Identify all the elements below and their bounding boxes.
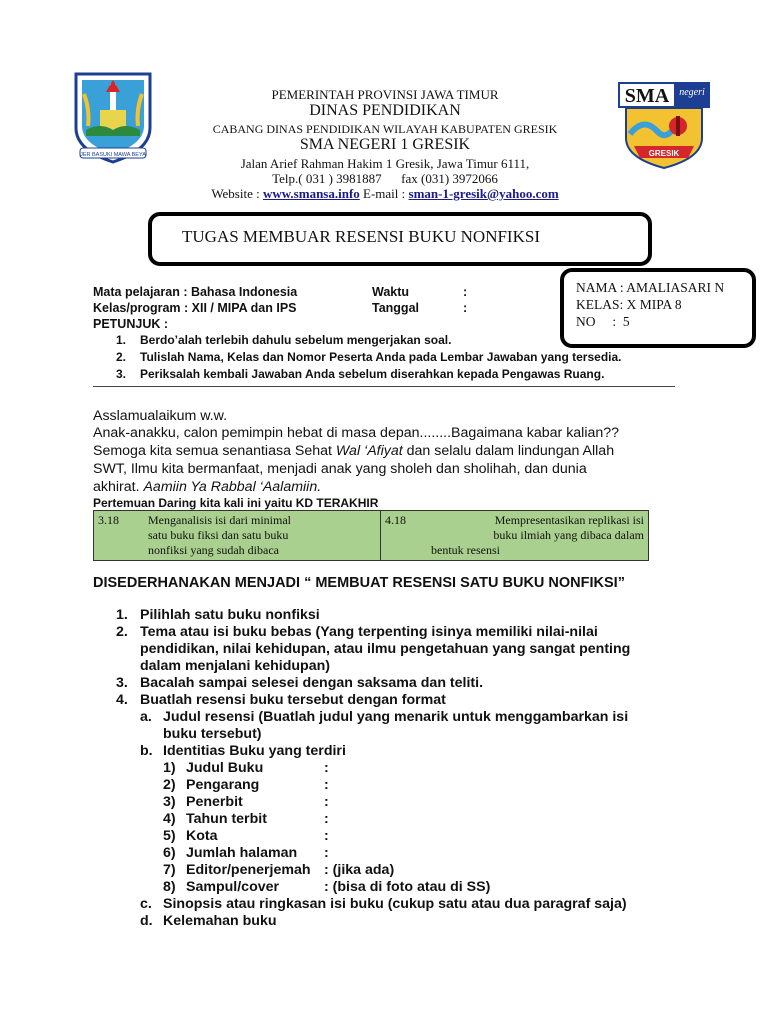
kd-cell-318 bbox=[94, 511, 381, 561]
logo-gresik-text: GRESIK bbox=[648, 149, 680, 158]
identity-value: : (bisa di foto atau di SS) bbox=[324, 879, 491, 895]
identity-num: 6) bbox=[163, 845, 176, 861]
header-province: PEMERINTAH PROVINSI JAWA TIMUR bbox=[271, 87, 499, 102]
identity-label: Judul Buku bbox=[186, 760, 264, 776]
identity-label: Penerbit bbox=[186, 794, 243, 810]
identity-num: 2) bbox=[163, 777, 176, 793]
sub-step-c: Sinopsis atau ringkasan isi buku (cukup satu atau dua paragraf saja) bbox=[163, 896, 627, 912]
identity-value: : bbox=[324, 777, 329, 793]
task-subtitle: DISEDERHANAKAN MENJADI “ MEMBUAT RESENSI SATU BUKU NONFIKSI” bbox=[93, 575, 625, 591]
instruction-text: Periksalah kembali Jawaban Anda sebelum diserahkan kepada Pengawas Ruang. bbox=[140, 367, 605, 381]
date-colon: : bbox=[463, 301, 468, 315]
step-4: Buatlah resensi buku tersebut dengan format bbox=[140, 692, 446, 708]
header-dinas: DINAS PENDIDIKAN bbox=[309, 102, 461, 119]
greeting-line-2: Anak-anakku, calon pemimpin hebat di masa depan........Bagaimana kabar kalian?? bbox=[93, 425, 620, 441]
student-info-box bbox=[560, 268, 756, 348]
identity-label: Kota bbox=[186, 828, 218, 844]
kd-text: nonfiksi yang sudah dibaca bbox=[148, 543, 279, 557]
greeting-text: dan selalu dalam lindungan Allah bbox=[402, 443, 615, 459]
step-2-line-3: dalam menjalani kehidupan) bbox=[140, 658, 331, 674]
greeting-line-4: SWT, Ilmu kita bermanfaat, menjadi anak yang sholeh dan sholihah, dan dunia bbox=[93, 461, 587, 477]
time-colon: : bbox=[463, 285, 468, 299]
step-number: 3. bbox=[116, 675, 128, 691]
header-contact-line bbox=[180, 186, 590, 202]
sub-step-letter: a. bbox=[140, 709, 152, 725]
step-2-line-2: pendidikan, nilai kehidupan, atau ilmu pengetahuan yang sangat penting bbox=[140, 641, 631, 657]
step-1: Pilihlah satu buku nonfiksi bbox=[140, 607, 320, 623]
greeting-salam: Asslamualaikum w.w. bbox=[93, 408, 228, 424]
kd-cell-418 bbox=[381, 511, 649, 561]
header-phone: Telp.( 031 ) 3981887 fax (031) 3972066 bbox=[272, 171, 498, 186]
step-2-line-1: Tema atau isi buku bebas (Yang terpenting isinya memiliki nilai-nilai bbox=[140, 624, 598, 640]
step-number: 4. bbox=[116, 692, 128, 708]
kd-text: Mempresentasikan replikasi isi bbox=[494, 513, 644, 527]
instruction-number: 2. bbox=[116, 350, 127, 364]
sma-negeri-gresik-logo bbox=[614, 78, 714, 170]
student-number: NO : 5 bbox=[576, 314, 630, 329]
greeting-text: Semoga kita semua senantiasa Sehat bbox=[93, 443, 336, 459]
sub-step-letter: c. bbox=[140, 896, 152, 912]
document-title: TUGAS MEMBUAR RESENSI BUKU NONFIKSI bbox=[182, 227, 540, 246]
kd-number: 3.18 bbox=[98, 513, 119, 527]
sub-step-letter: d. bbox=[140, 913, 153, 929]
greeting-italic: Wal ‘Afiyat bbox=[335, 443, 403, 459]
kd-table bbox=[93, 510, 649, 561]
kd-number: 4.18 bbox=[385, 513, 406, 527]
instruction-text: Berdo’alah terlebih dahulu sebelum mengerjakan soal. bbox=[140, 333, 452, 347]
kd-text: Menganalisis isi dari minimal bbox=[148, 513, 291, 527]
email-label: E-mail : bbox=[363, 186, 406, 201]
identity-label: Editor/penerjemah bbox=[186, 862, 311, 878]
kd-text: bentuk resensi bbox=[431, 543, 500, 557]
identity-num: 7) bbox=[163, 862, 176, 878]
sub-step-a-line-1: Judul resensi (Buatlah judul yang menarik untuk menggambarkan isi bbox=[163, 709, 629, 725]
kd-text: buku ilmiah yang dibaca dalam bbox=[493, 528, 644, 542]
section-divider bbox=[93, 386, 675, 387]
kd-text-block bbox=[148, 513, 376, 558]
logo-sma-text: SMA bbox=[624, 85, 670, 107]
header-cabang: CABANG DINAS PENDIDIKAN WILAYAH KABUPATEN GRESIK bbox=[212, 122, 558, 136]
date-label: Tanggal bbox=[372, 301, 419, 315]
step-number: 1. bbox=[116, 607, 128, 623]
greeting-text: akhirat. bbox=[93, 479, 144, 495]
identity-label: Tahun terbit bbox=[186, 811, 267, 827]
kd-text-block bbox=[431, 513, 644, 558]
kd-intro: Pertemuan Daring kita kali ini yaitu KD TERAKHIR bbox=[93, 496, 379, 510]
step-3: Bacalah sampai selesei dengan saksama dan teliti. bbox=[140, 675, 484, 691]
email-link[interactable]: sman-1-gresik@yahoo.com bbox=[408, 186, 559, 201]
identity-label: Sampul/cover bbox=[186, 879, 280, 895]
crest-motto: JER BASUKI MAWA BEYA bbox=[80, 152, 146, 158]
instruction-text: Tulislah Nama, Kelas dan Nomor Peserta Anda pada Lembar Jawaban yang tersedia. bbox=[140, 350, 622, 364]
sub-step-a-line-2: buku tersebut) bbox=[163, 726, 262, 742]
identity-value: : (jika ada) bbox=[324, 862, 395, 878]
header-school-name: SMA NEGERI 1 GRESIK bbox=[299, 136, 471, 153]
identity-value: : bbox=[324, 811, 329, 827]
kd-text: satu buku fiksi dan satu buku bbox=[148, 528, 289, 542]
identity-label: Pengarang bbox=[186, 777, 260, 793]
instruction-number: 3. bbox=[116, 367, 127, 381]
greeting-line-5 bbox=[93, 479, 321, 495]
instructions-heading: PETUNJUK : bbox=[93, 317, 169, 331]
title-box bbox=[148, 212, 652, 266]
website-label: Website : bbox=[211, 186, 260, 201]
header-address: Jalan Arief Rahman Hakim 1 Gresik, Jawa Timur 6111, bbox=[240, 156, 530, 171]
identity-num: 4) bbox=[163, 811, 176, 827]
logo-negeri-text: negeri bbox=[679, 87, 705, 98]
identity-value: : bbox=[324, 828, 329, 844]
identity-num: 5) bbox=[163, 828, 176, 844]
identity-value: : bbox=[324, 760, 329, 776]
identity-num: 1) bbox=[163, 760, 176, 776]
sub-step-letter: b. bbox=[140, 743, 153, 759]
step-number: 2. bbox=[116, 624, 128, 640]
student-name: NAMA : AMALIASARI N bbox=[576, 280, 725, 295]
identity-num: 3) bbox=[163, 794, 176, 810]
website-link[interactable]: www.smansa.info bbox=[262, 186, 360, 201]
identity-label: Jumlah halaman bbox=[186, 845, 298, 861]
class-program-info: Kelas/program : XII / MIPA dan IPS bbox=[93, 301, 297, 315]
instruction-number: 1. bbox=[116, 333, 127, 347]
time-label: Waktu bbox=[372, 285, 410, 299]
greeting-italic: Aamiin Ya Rabbal ‘Aalamiin. bbox=[143, 479, 322, 495]
east-java-crest-logo bbox=[70, 70, 156, 166]
identity-num: 8) bbox=[163, 879, 176, 895]
identity-value: : bbox=[324, 845, 329, 861]
greeting-line-3 bbox=[93, 443, 614, 459]
sub-step-b: Identitias Buku yang terdiri bbox=[163, 743, 346, 759]
sub-step-d: Kelemahan buku bbox=[163, 913, 277, 929]
subject-info: Mata pelajaran : Bahasa Indonesia bbox=[93, 285, 298, 299]
student-class: KELAS: X MIPA 8 bbox=[576, 297, 682, 312]
identity-value: : bbox=[324, 794, 329, 810]
